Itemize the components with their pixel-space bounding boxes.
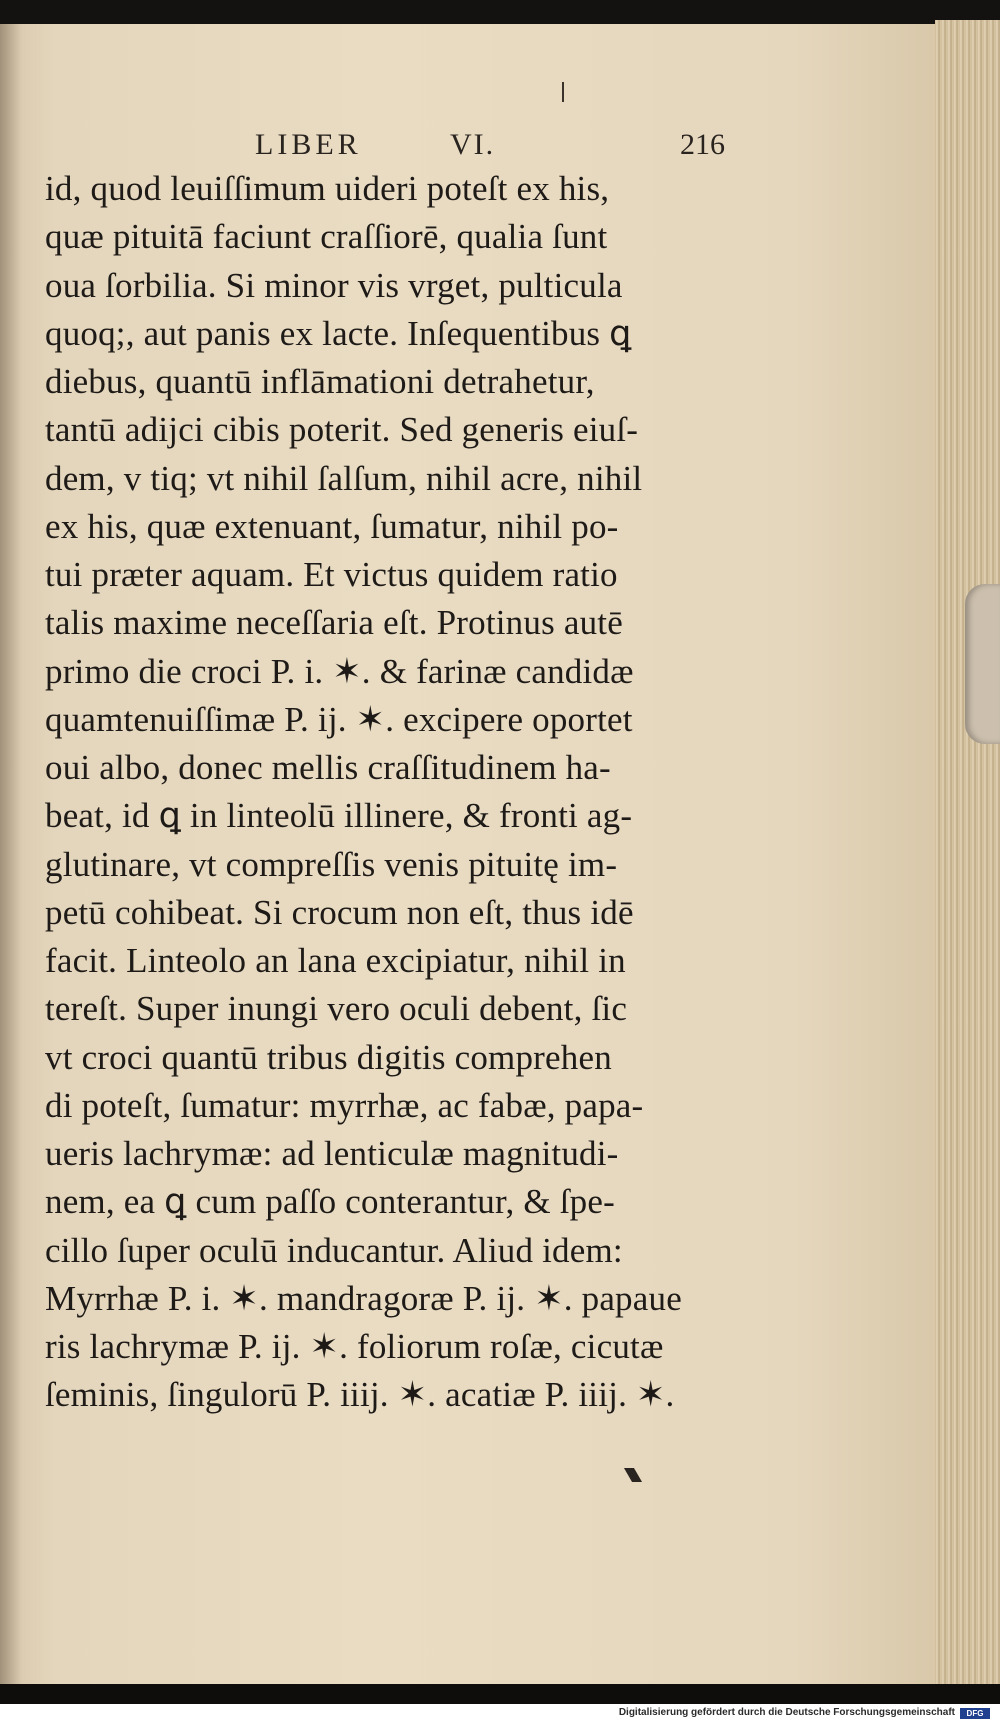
text-line: glutinare, vt compreſſis venis pituitę im- [45, 844, 618, 884]
text-line: tui præter aquam. Et victus quidem ratio [45, 555, 618, 594]
text-line: talis maxime neceſſaria eſt. Protinus autē [45, 603, 623, 643]
page-fore-edge [935, 20, 1000, 1684]
text-line: diebus, quantū inflāmationi detrahetur, [45, 362, 595, 401]
text-line: nem, ea ꝗ cum paſſo conterantur, & ſpe- [45, 1182, 615, 1222]
text-line: di poteſt, ſumatur: myrrhæ, ac fabæ, papa- [45, 1085, 644, 1125]
text-line: quamtenuiſſimæ P. ij. ✶. excipere oportet [45, 699, 633, 739]
text-line: beat, id ꝗ in linteolū illinere, & fronti ag- [45, 796, 633, 836]
text-line: dem, v tiq; vt nihil ſalſum, nihil acre, nihil [45, 458, 643, 498]
text-line: cillo ſuper oculū inducantur. Aliud idem: [45, 1230, 623, 1270]
text-line: ris lachrymæ P. ij. ✶. foliorum roſæ, cicutæ [45, 1327, 664, 1366]
text-line: ueris lachrymæ: ad lenticulæ magnitudi- [45, 1134, 619, 1173]
text-line: primo die croci P. i. ✶. & farinæ candidæ [45, 651, 634, 691]
body-text [45, 165, 745, 1420]
scan-bottom-border [0, 1684, 1000, 1704]
gutter-shadow [0, 24, 22, 1684]
scan-top-border [0, 0, 1000, 24]
text-line: quoq;, aut panis ex lacte. Inſequentibus ꝗ [45, 313, 632, 353]
bookmark-tab [965, 584, 1000, 744]
text-line: oua ſorbilia. Si minor vis vrget, pulticula [45, 265, 623, 305]
text-line: id, quod leuiſſimum uideri poteſt ex his, [45, 169, 610, 208]
text-line: Myrrhæ P. i. ✶. mandragoræ P. ij. ✶. papaue [45, 1278, 682, 1318]
text-line: ſeminis, ſingulorū P. iiij. ✶. acatiæ P. iiij. ✶. [45, 1375, 675, 1415]
text-line: quæ pituitā faciunt craſſiorē, qualia ſunt [45, 217, 608, 257]
text-line: oui albo, donec mellis craſſitudinem ha- [45, 748, 611, 787]
page-number: 216 [680, 128, 725, 161]
text-line: facit. Linteolo an lana excipiatur, nihil in [45, 941, 626, 980]
text-line: petū cohibeat. Si crocum non eſt, thus idē [45, 892, 634, 932]
stray-ink-mark [562, 82, 564, 102]
funding-credit: Digitalisierung gefördert durch die Deutsche Forschungsgemeinschaft [618, 1707, 955, 1718]
running-head [0, 128, 935, 168]
dfg-logo: DFG [960, 1708, 990, 1719]
text-line: ex his, quæ extenuant, ſumatur, nihil po- [45, 506, 619, 546]
text-line: tereſt. Super inungi vero oculi debent, ſic [45, 989, 628, 1029]
running-head-book-label: LIBER [255, 128, 362, 161]
text-line: tantū adijci cibis poterit. Sed generis eiuſ- [45, 410, 639, 450]
running-head-book-number: VI. [450, 128, 496, 161]
text-line: vt croci quantū tribus digitis comprehen [45, 1037, 612, 1077]
